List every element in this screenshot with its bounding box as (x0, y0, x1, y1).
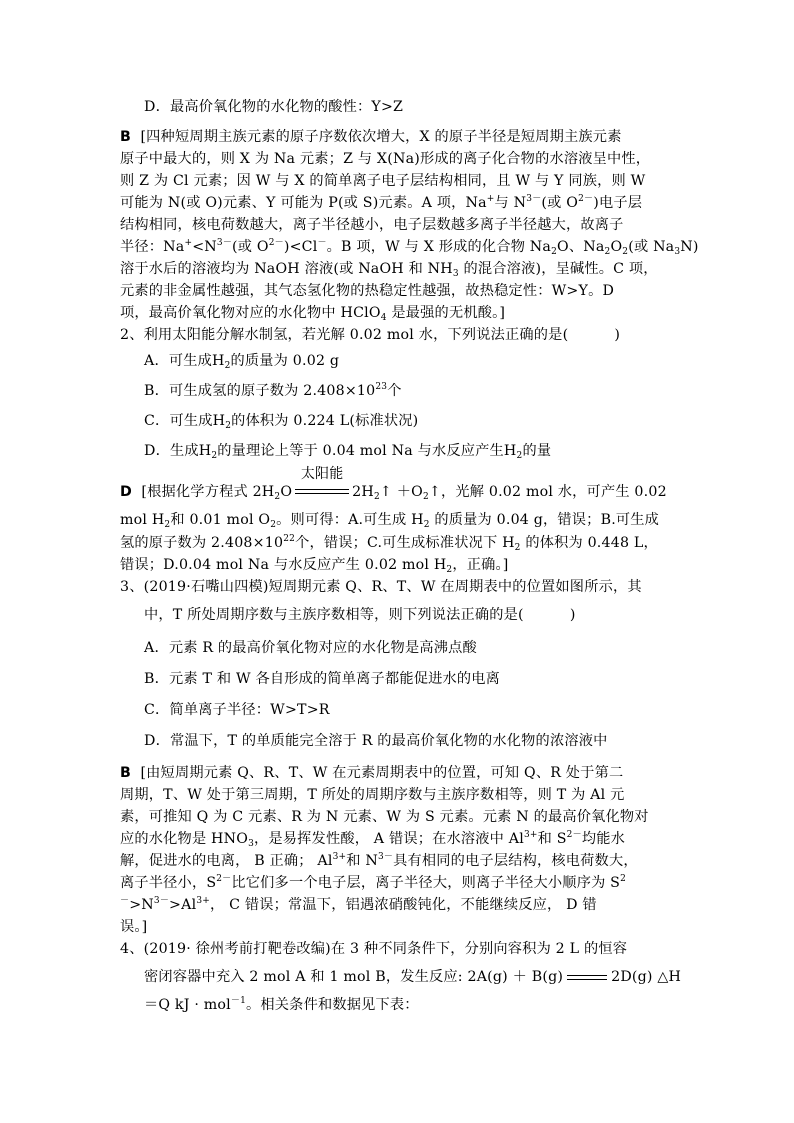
q2-option-c: C．可生成$H_2$的体积为 0.224 L(标准状况) (144, 413, 419, 431)
q1-explanation-line: B [四种短周期主族元素的原子序数依次增大，X 的原子半径是短周期主族元素 (120, 129, 622, 145)
q3-option-a: A．元素 R 的最高价氧化物对应的水化物是高沸点酸 (144, 640, 477, 656)
q3-stem: 中，T 所处周期序数与主族序数相等，则下列说法正确的是( ) (144, 607, 576, 623)
q3-explanation-line: 周期，T、W 处于第三周期，T 所处的周期序数与主族序数相等，则 T 为 Al 元 (120, 787, 625, 803)
q1-answer-letter: B (120, 129, 132, 145)
q3-option-d: D．常温下，T 的单质能完全溶于 R 的最高价氧化物的水化物的浓溶液中 (144, 733, 608, 749)
q3-answer-letter: B (120, 765, 132, 781)
q3-explanation-line: 解，促进水的电离， B 正确； $Al^{3+}$和 $N^{3-}$具有相同的电子层结构，核电荷数大， (120, 852, 638, 869)
q3-explanation-line: B [由短周期元素 Q、R、T、W 在元素周期表中的位置，可知 Q、R 处于第二 (120, 765, 624, 781)
q3-stem: 3、(2019·石嘴山四模)短周期元素 Q、R、T、W 在周期表中的位置如图所示，其 (120, 579, 642, 595)
q2-option-b: B．可生成氢的原子数为 $2.408\times 10^{23}$个 (144, 382, 402, 399)
q2-explanation-line: 氢的原子数为 $2.408\times 10^{22}$个，错误；C.可生成标准状况下 $H_2$ 的体积为 0.448 L， (120, 534, 658, 553)
q1-explanation-line: 元素的非金属性越强，其气态氢化物的热稳定性越强，故热稳定性：W>Y。D (120, 283, 615, 299)
q1-explanation-line: 原子中最大的，则 X 为 Na 元素；Z 与 X(Na)形成的离子化合物的水溶液呈中性， (120, 151, 651, 167)
reaction-condition-arrow: 太阳能 (293, 482, 351, 502)
equilibrium-sign (565, 970, 609, 984)
q1-explanation-line: 结构相同，核电荷数越大，离子半径越小，电子层数越多离子半径越大，故离子 (120, 217, 624, 233)
q3-explanation-line: 应的水化物是 $HNO_3$，是易挥发性酸， A 错误；在水溶液中 $Al^{3+}$和 $S^{2-}$均能水 (120, 830, 625, 849)
q4-stem: ＝Q kJ · mol$^{-1}$。相关条件和数据见下表： (144, 996, 419, 1013)
q1-explanation-line: 项，最高价氧化物对应的水化物中 HClO$_4$ 是最强的无机酸。] (120, 305, 506, 323)
q2-explanation-line: 错误；D.0.04 mol Na 与水反应产生 0.02 mol $H_2$，正确。] (120, 557, 509, 575)
q2-option-d: D．生成$H_2$的量理论上等于 0.04 mol Na 与水反应产生$H_2$的量 (144, 443, 552, 461)
q2-answer-letter: D (120, 484, 132, 500)
q3-explanation-line: 误。] (120, 919, 148, 935)
q3-option-b: B．元素 T 和 W 各自形成的简单离子都能促进水的电离 (144, 671, 501, 687)
q1-explanation-line: 半径：$Na^+<N^{3-}$(或 $O^{2-})<Cl^-$。B 项，W 与 X 形成的化合物 $Na_2O$、$Na_2O_2$(或 $Na_3N$) (120, 238, 699, 257)
q3-explanation-line: 离子半径小，$S^{2-}$比它们多一个电子层，离子半径大，则离子半径大小顺序为 $S^2$ (120, 874, 627, 891)
q2-stem: 2、利用太阳能分解水制氢，若光解 0.02 mol 水，下列说法正确的是( ) (120, 327, 621, 343)
q4-stem: 密闭容器中充入 2 mol A 和 1 mol B，发生反应: 2A(g) ＋ B(g) 2D(g) △H (144, 969, 682, 985)
q4-stem: 4、(2019· 徐州考前打靶卷改编)在 3 种不同条件下，分别向容积为 2 L 的恒容 (120, 941, 628, 957)
q1-explanation-line: 可能为 N(或 O)元素、Y 可能为 P(或 S)元素。A 项，Na+与 $N^{3-}$(或 $O^{2-}$)电子层 (120, 194, 643, 211)
q3-explanation-line: 素，可推知 Q 为 C 元素、R 为 N 元素、W 为 S 元素。元素 N 的最高价氧化物对 (120, 809, 649, 825)
q1-option-d: D．最高价氧化物的水化物的酸性：Y>Z (144, 99, 404, 115)
q2-explanation-line: D [根据化学方程式 $2H_2O$ 太阳能 $2H_2↑$ $+O_2↑$，光解 0.02 mol 水，可产生 0.02 (120, 466, 667, 502)
q1-explanation-line: 则 Z 为 Cl 元素；因 W 与 X 的简单离子电子层结构相同，且 W 与 Y 同族，则 W (120, 173, 646, 189)
q3-explanation-line: $^->N^{3-}>Al^{3+}$， C 错误；常温下，铝遇浓硝酸钝化，不能继续反应， D 错 (120, 896, 597, 913)
q2-explanation-line: mol $H_2$和 0.01 mol $O_2$。则可得：A.可生成 $H_2$ 的质量为 0.04 g，错误；B.可生成 (120, 512, 660, 530)
q1-explanation-line: 溶于水后的溶液均为 NaOH 溶液(或 NaOH 和 $NH_3$ 的混合溶液)，呈碱性。C 项， (120, 261, 658, 279)
q3-option-c: C．简单离子半径：W>T>R (144, 702, 330, 718)
q2-option-a: A．可生成$H_2$的质量为 0.02 g (144, 353, 340, 371)
